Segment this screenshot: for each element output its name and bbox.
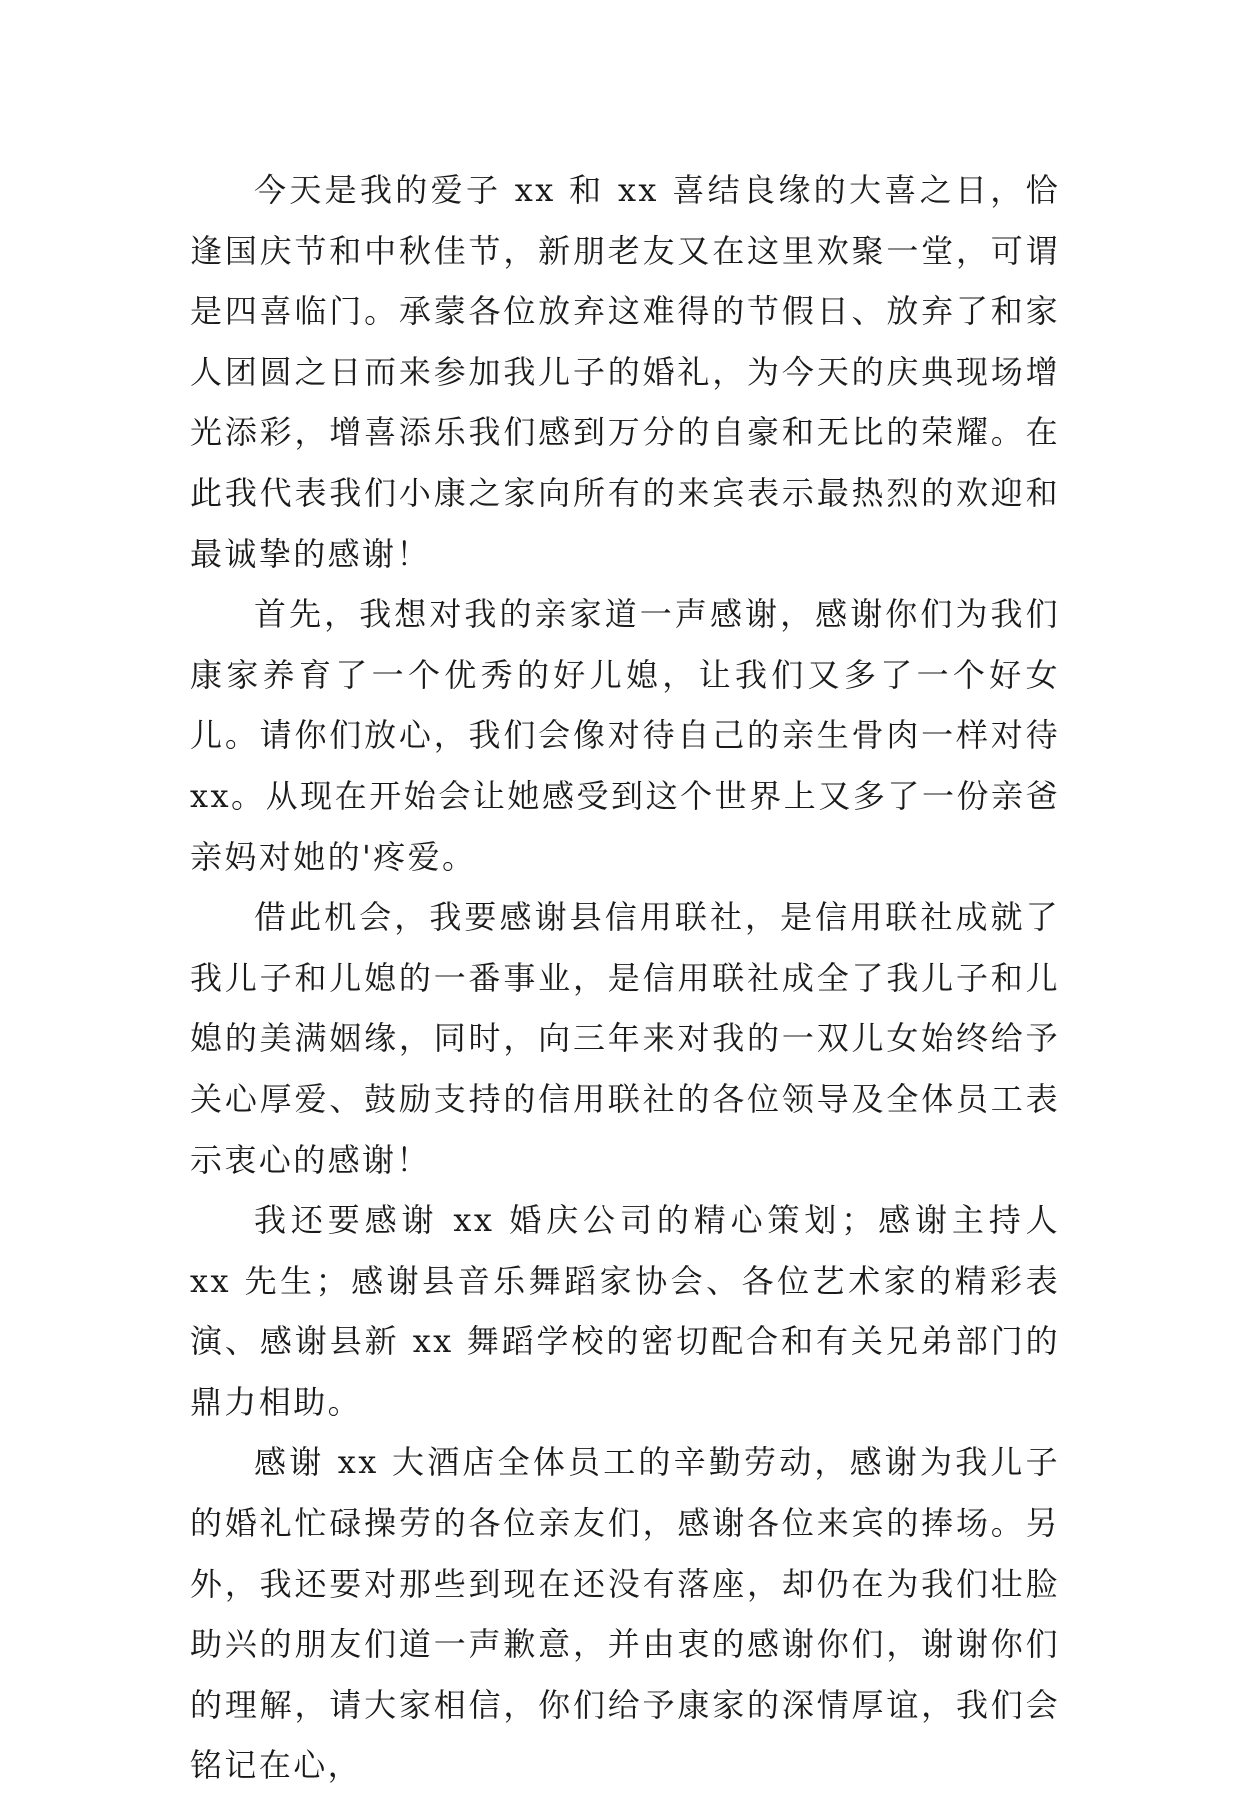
paragraph-welcome: 今天是我的爱子 xx 和 xx 喜结良缘的大喜之日，恰逢国庆节和中秋佳节，新朋老友又在这里欢聚一堂，可谓是四喜临门。承蒙各位放弃这难得的节假日、放弃了和家人团圆之日而来参加我儿子的婚礼，为今天的庆典现场增光添彩，增喜添乐我们感到万分的自豪和无比的荣耀。在此我代表我们小康之家向所有的来宾表示最热烈的欢迎和最诚挚的感谢！ [190, 171, 1060, 573]
paragraph-thanks-in-laws: 首先，我想对我的亲家道一声感谢，感谢你们为我们康家养育了一个优秀的好儿媳，让我们又多了一个好女儿。请你们放心，我们会像对待自己的亲生骨肉一样对待 xx。从现在开始会让她感受到这个世界上又多了一份亲爸亲妈对她的'疼爱。 [190, 595, 1060, 876]
paragraph-thanks-wedding-company: 我还要感谢 xx 婚庆公司的精心策划；感谢主持人 xx 先生；感谢县音乐舞蹈家协会、各位艺术家的精彩表演、感谢县新 xx 舞蹈学校的密切配合和有关兄弟部门的鼎力相助。 [190, 1201, 1060, 1421]
paragraph-thanks-hotel-and-guests: 感谢 xx 大酒店全体员工的辛勤劳动，感谢为我儿子的婚礼忙碌操劳的各位亲友们，感谢各位来宾的捧场。另外，我还要对那些到现在还没有落座，却仍在为我们壮脸助兴的朋友们道一声歉意，并由衷的感谢你们，谢谢你们的理解，请大家相信，你们给予康家的深情厚谊，我们会铭记在心， [190, 1443, 1060, 1785]
speech-text [190, 160, 1060, 1796]
paragraph-thanks-credit-union: 借此机会，我要感谢县信用联社，是信用联社成就了我儿子和儿媳的一番事业，是信用联社成全了我儿子和儿媳的美满姻缘，同时，向三年来对我的一双儿女始终给予关心厚爱、鼓励支持的信用联社的各位领导及全体员工表示衷心的感谢！ [190, 898, 1060, 1179]
